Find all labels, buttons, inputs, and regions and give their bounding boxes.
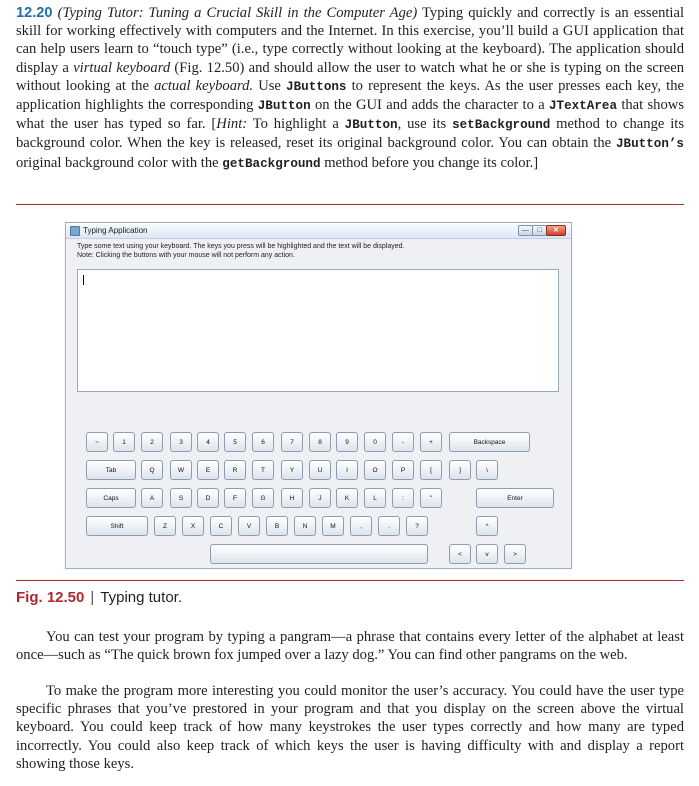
key-2[interactable]: 2 <box>141 432 163 452</box>
key-v[interactable]: v <box>476 544 498 564</box>
key-k[interactable]: K <box>336 488 358 508</box>
key-8[interactable]: 8 <box>309 432 331 452</box>
key-row4-9[interactable]: . <box>378 516 400 536</box>
key-7[interactable]: 7 <box>281 432 303 452</box>
exercise-text: (Fig. 12.50) and should allow the user to watch what he or she is typing on the screen without looking at the <box>16 59 684 94</box>
window-titlebar[interactable] <box>66 223 571 239</box>
key-row1-12[interactable]: + <box>420 432 442 452</box>
typing-application-window <box>65 222 572 569</box>
text-caret <box>83 275 84 285</box>
key-row1-0[interactable]: ~ <box>86 432 108 452</box>
exercise-paragraph <box>16 4 684 173</box>
key-row5-3[interactable]: > <box>504 544 526 564</box>
exercise-title: (Typing Tutor: Tuning a Crucial Skill in the Computer Age) <box>57 5 418 21</box>
maximize-icon: □ <box>537 227 542 234</box>
key-w[interactable]: W <box>170 460 192 480</box>
key-t[interactable]: T <box>252 460 274 480</box>
figure-number: Fig. 12.50 <box>16 589 85 606</box>
typed-text-area[interactable] <box>77 269 559 392</box>
key-row4-10[interactable]: ? <box>406 516 428 536</box>
key-backspace[interactable]: Backspace <box>449 432 530 452</box>
key-g[interactable]: G <box>252 488 274 508</box>
key-v[interactable]: V <box>238 516 260 536</box>
key-h[interactable]: H <box>281 488 303 508</box>
key-e[interactable]: E <box>197 460 219 480</box>
close-icon: ✕ <box>553 227 559 234</box>
app-icon <box>70 226 80 236</box>
emphasis-virtual-keyboard: virtual keyboard <box>73 59 171 76</box>
key-i[interactable]: I <box>336 460 358 480</box>
minimize-button[interactable] <box>518 225 533 236</box>
caption-separator: | <box>90 589 95 606</box>
maximize-button[interactable] <box>532 225 547 236</box>
exercise-text: method to change its background color. When the key is released, reset its original background color. You can obtain the <box>16 116 684 152</box>
emphasis-actual-keyboard: actual keyboard. <box>154 77 254 94</box>
exercise-number: 12.20 <box>16 5 53 21</box>
code-jbuttons-possessive: JButton’s <box>615 137 684 152</box>
code-setbackground: setBackground <box>452 118 551 133</box>
key-s[interactable]: S <box>170 488 192 508</box>
key-u[interactable]: U <box>309 460 331 480</box>
exercise-text: on the GUI and adds the character to a <box>310 97 549 114</box>
key-n[interactable]: N <box>294 516 316 536</box>
figure-title: Typing tutor. <box>100 589 182 606</box>
key-x[interactable]: X <box>182 516 204 536</box>
key-z[interactable]: Z <box>154 516 176 536</box>
figure-bottom-rule <box>16 580 684 581</box>
key-caps[interactable]: Caps <box>86 488 136 508</box>
exercise-text: Use <box>253 77 287 94</box>
key-shift[interactable]: Shift <box>86 516 148 536</box>
key-row2-12[interactable]: ] <box>449 460 471 480</box>
exercise-text: that shows what the user has typed so far. [ <box>16 97 684 133</box>
key-o[interactable]: O <box>364 460 386 480</box>
minimize-icon: — <box>522 227 529 234</box>
exercise-text: to represent the keys. As the user presses each key, the application highlights the corresponding <box>16 77 684 114</box>
key-p[interactable]: P <box>392 460 414 480</box>
hint-label: Hint: <box>216 116 248 133</box>
code-jbuttons: JButtons <box>286 79 347 94</box>
accuracy-paragraph: To make the program more interesting you could monitor the user’s accuracy. You could have the user type specific phrases that you’ve prestored in your program and that you display on the screen above the virtual keyboard. You could keep track of how many keystrokes the user types correctly and how many are typed incorrectly. You could also keep track of which keys the user is having difficulty with and display a report showing those keys. <box>16 683 684 772</box>
key-c[interactable]: C <box>210 516 232 536</box>
key-9[interactable]: 9 <box>336 432 358 452</box>
key-row1-11[interactable]: - <box>392 432 414 452</box>
key-f[interactable]: F <box>224 488 246 508</box>
key-y[interactable]: Y <box>281 460 303 480</box>
close-button[interactable] <box>546 225 566 236</box>
figure-caption <box>16 588 182 608</box>
key-q[interactable]: Q <box>141 460 163 480</box>
key-b[interactable]: B <box>266 516 288 536</box>
window-title: Typing Application <box>83 226 148 235</box>
exercise-text: original background color with the <box>16 154 223 171</box>
exercise-text: Typing quickly and correctly is an essential skill for working effectively with computers and the Internet. In this exercise, you’ll build a GUI application that can help users learn to “touch type” (i.e., type correctly without looking at the keyboard). The application should display a <box>16 5 685 76</box>
key-row3-10[interactable]: : <box>392 488 414 508</box>
key-6[interactable]: 6 <box>252 432 274 452</box>
key-row4-11[interactable]: ^ <box>476 516 498 536</box>
figure-top-rule <box>16 204 684 205</box>
key-l[interactable]: L <box>364 488 386 508</box>
key-row2-11[interactable]: [ <box>420 460 442 480</box>
key-5[interactable]: 5 <box>224 432 246 452</box>
code-getbackground: getBackground <box>222 156 321 171</box>
key-space[interactable] <box>210 544 428 564</box>
code-jtextarea: JTextArea <box>548 99 618 114</box>
key-r[interactable]: R <box>224 460 246 480</box>
key-row4-8[interactable]: , <box>350 516 372 536</box>
key-tab[interactable]: Tab <box>86 460 136 480</box>
key-3[interactable]: 3 <box>170 432 192 452</box>
exercise-text: To highlight a <box>247 116 345 133</box>
code-jbutton: JButton <box>257 99 311 114</box>
key-d[interactable]: D <box>197 488 219 508</box>
key-row5-1[interactable]: < <box>449 544 471 564</box>
key-row2-13[interactable]: \ <box>476 460 498 480</box>
key-0[interactable]: 0 <box>364 432 386 452</box>
instruction-line-1: Type some text using your keyboard. The keys you press will be highlighted and the text will be displayed. <box>77 243 405 250</box>
pangram-paragraph: You can test your program by typing a pangram—a phrase that contains every letter of the alphabet at least once—such as “The quick brown fox jumped over a lazy dog.” You can find other pangrams on the web. <box>16 629 684 664</box>
key-row3-11[interactable]: " <box>420 488 442 508</box>
exercise-text: , use its <box>397 116 453 133</box>
key-1[interactable]: 1 <box>113 432 135 452</box>
code-jbutton: JButton <box>344 118 398 133</box>
instructions <box>77 242 405 260</box>
key-4[interactable]: 4 <box>197 432 219 452</box>
key-j[interactable]: J <box>309 488 331 508</box>
key-a[interactable]: A <box>141 488 163 508</box>
exercise-text: method before you change its color.] <box>320 154 539 171</box>
key-enter[interactable]: Enter <box>476 488 554 508</box>
key-m[interactable]: M <box>322 516 344 536</box>
instruction-line-2: Note: Clicking the buttons with your mouse will not perform any action. <box>77 252 295 259</box>
